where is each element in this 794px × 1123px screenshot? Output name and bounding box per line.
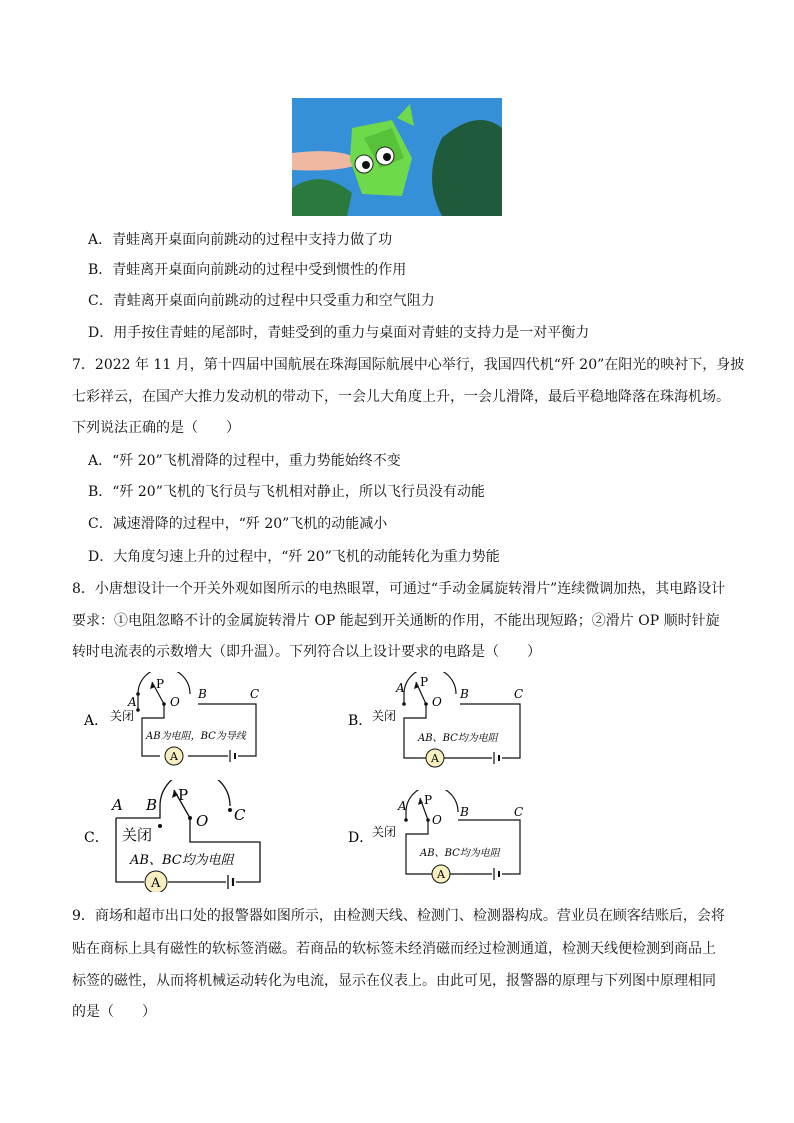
circuit-c-label-p: P [178,786,189,804]
circuit-c-label-c: C [234,806,246,824]
circuit-d-box-text: AB、BC均为电阻 [420,848,500,859]
q6-option-c: C．青蛙离开桌面向前跳动的过程中只受重力和空气阻力 [88,293,435,309]
q9-stem-line-3: 标签的磁性，从而将机械运动转化为电流，显示在仪表上。由此可见，报警器的原理与下列图中原理相同 [72,973,716,989]
circuit-a-label-b: B [198,687,207,701]
origami-frog-illustration [292,98,502,216]
circuit-d-switch-label: 关闭 [372,825,397,839]
circuit-d-label-c: C [514,805,524,819]
circuit-b-option-label: B． [348,713,373,729]
q9-stem-line-2: 贴在商标上具有磁性的软标签消磁。若商品的软标签未经消磁而经过检测通道，检测天线便检测到商品上 [72,941,716,957]
circuit-d-label-p: P [424,793,433,807]
q8-stem-line-3: 转时电流表的示数增大（即升温）。下列符合以上设计要求的电路是（ ） [72,644,541,660]
circuit-d-label-o: O [432,813,442,827]
circuit-b-ammeter-label: A [431,752,439,765]
q8-stem-line-1: 8．小唐想设计一个开关外观如图所示的电热眼罩，可通过“手动金属旋转滑片”连续微调加热，其电路设计 [72,581,726,597]
circuit-b-label-p: P [420,675,429,689]
circuit-diagram-c [80,780,280,892]
circuit-c-switch-label: 关闭 [122,826,153,844]
circuit-b-box-text: AB、BC均为电阻 [418,733,498,744]
circuit-a-box-text: AB为电阻，BC为导线 [146,731,246,742]
circuit-b-label-a: A [396,681,405,695]
q6-option-a: A．青蛙离开桌面向前跳动的过程中支持力做了功 [88,232,393,248]
q7-stem-line-1: 7．2022 年 11 月，第十四届中国航展在珠海国际航展中心举行，我国四代机“歼 20”在阳光的映衬下，身披 [72,357,745,373]
circuit-a-switch-label: 关闭 [110,709,135,723]
circuit-diagram-d [344,790,544,890]
circuit-d-label-a: A [398,799,407,813]
circuit-c-label-b: B [146,796,158,814]
circuit-b-label-c: C [514,687,524,701]
q9-stem-line-1: 9．商场和超市出口处的报警器如图所示，由检测天线、检测门、检测器构成。营业员在顾客结账后，会将 [72,908,725,924]
origami-frog-photo [292,98,502,216]
circuit-a-label-a: A [128,695,137,709]
q9-stem-line-4: 的是（ ） [72,1004,156,1020]
q7-option-a: A．“歼 20”飞机滑降的过程中，重力势能始终不变 [88,453,401,469]
circuit-diagram-a [80,672,280,772]
q7-stem-line-2: 七彩祥云，在国产大推力发动机的带动下，一会儿大角度上升，一会儿滑降，最后平稳地降落在珠海机场。 [72,389,730,405]
circuit-c-label-o: O [196,812,209,830]
q6-option-d: D．用手按住青蛙的尾部时，青蛙受到的重力与桌面对青蛙的支持力是一对平衡力 [88,325,590,341]
circuit-d-ammeter-label: A [437,868,445,881]
circuit-d-option-label: D． [348,830,374,846]
circuit-a-option-label: A． [84,713,109,729]
circuit-c-ammeter-label: A [151,876,161,891]
q7-option-c: C．减速滑降的过程中，“歼 20”飞机的动能减小 [88,516,388,532]
circuit-a-label-o: O [170,695,180,709]
circuit-d-label-b: B [460,805,469,819]
q7-option-d: D．大角度匀速上升的过程中，“歼 20”飞机的动能转化为重力势能 [88,549,500,565]
circuit-c-box-text: AB、BC均为电阻 [130,853,234,868]
q6-option-b: B．青蛙离开桌面向前跳动的过程中受到惯性的作用 [88,262,407,278]
q7-stem-line-3: 下列说法正确的是（ ） [72,420,240,436]
circuit-b-label-b: B [460,687,469,701]
circuit-c-option-label: C． [84,830,109,846]
circuit-b-switch-label: 关闭 [372,709,397,723]
circuit-b-label-o: O [432,695,442,709]
q7-option-b: B．“歼 20”飞机的飞行员与飞机相对静止，所以飞行员没有动能 [88,484,485,500]
circuit-diagram-b [344,672,544,772]
circuit-a-label-p: P [156,677,165,691]
q8-stem-line-2: 要求：①电阻忽略不计的金属旋转滑片 OP 能起到开关通断的作用，不能出现短路；②滑片 OP 顺时针旋 [72,613,720,629]
circuit-a-ammeter-label: A [170,750,178,763]
circuit-c-label-a: A [112,796,123,814]
circuit-a-label-c: C [250,687,260,701]
